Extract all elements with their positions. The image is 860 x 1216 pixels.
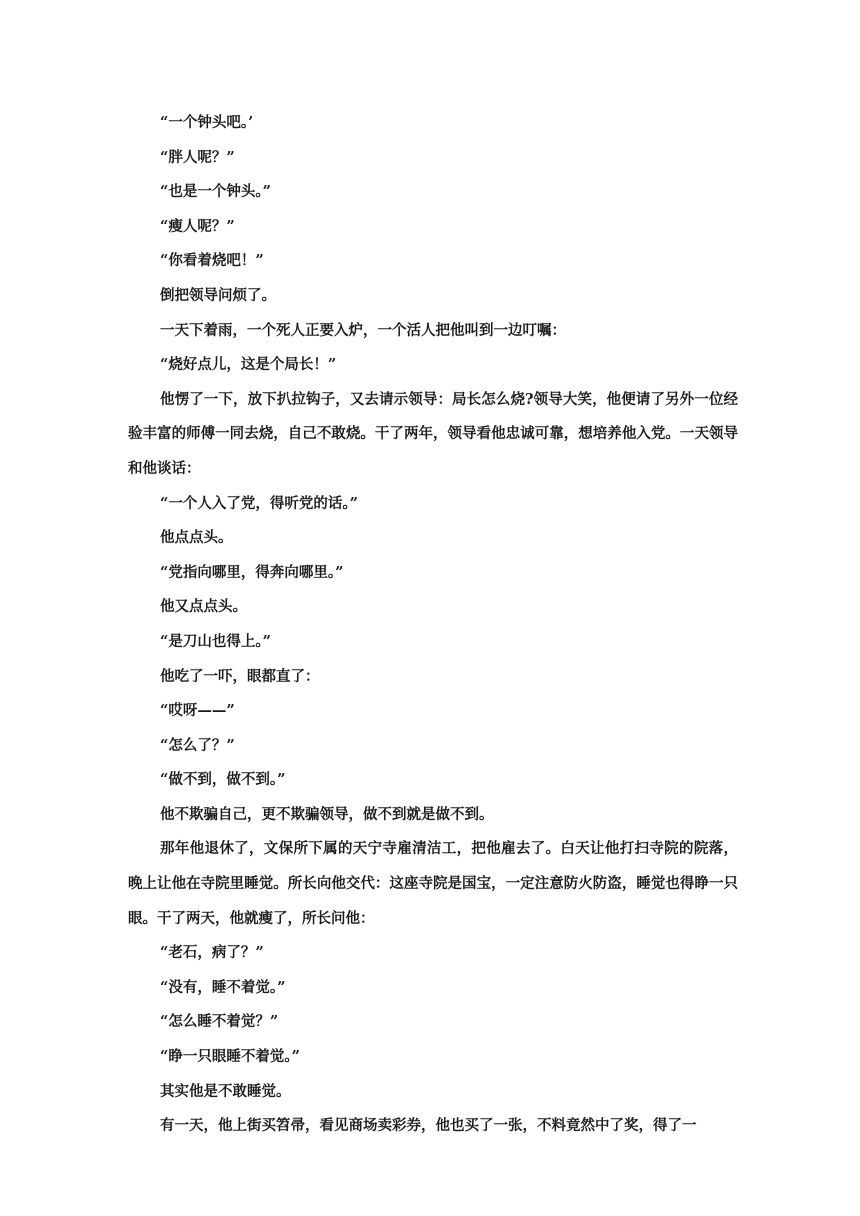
paragraph: 那年他退休了，文保所下属的天宁寺雇清洁工，把他雇去了。白天让他打扫寺院的院落，晚上让他在寺院里睡觉。所长向他交代：这座寺院是国宝，一定注意防火防盗，睡觉也得睁一只眼。干了两天，他就瘦了，所长问他： (128, 840, 738, 927)
paragraph: 他点点头。 (160, 529, 233, 547)
story-text (128, 106, 738, 1144)
paragraph: “烧好点儿，这是个局长！” (160, 356, 337, 374)
paragraph: 一天下着雨，一个死人正要入炉，一个活人把他叫到一边叮嘱： (160, 321, 566, 339)
paragraph: 他又点点头。 (160, 598, 247, 616)
paragraph: “哎呀——” (160, 702, 235, 720)
paragraph: “没有，睡不着觉。” (160, 978, 286, 996)
paragraph: “做不到，做不到。” (160, 771, 286, 789)
paragraph: 他吃了一吓，眼都直了： (160, 667, 320, 685)
paragraph: 倒把领导问烦了。 (160, 286, 276, 304)
paragraph: “睁一只眼睡不着觉。” (160, 1048, 300, 1066)
paragraph: 其实他是不敢睡觉。 (160, 1082, 291, 1100)
paragraph: “一个人入了党，得听党的话。” (160, 494, 358, 512)
paragraph: “怎么睡不着觉？” (160, 1013, 279, 1031)
paragraph: “怎么了？” (160, 736, 235, 754)
paragraph: “也是一个钟头。” (160, 183, 271, 201)
paragraph: “是刀山也得上。” (160, 632, 271, 650)
paragraph: 他不欺骗自己，更不欺骗领导，做不到就是做不到。 (160, 805, 494, 823)
paragraph: “瘦人呢？” (160, 217, 235, 235)
paragraph: “党指向哪里，得奔向哪里。” (160, 563, 344, 581)
paragraph: “老石，病了？” (160, 944, 264, 962)
paragraph: “你看着烧吧！” (160, 252, 264, 270)
paragraph: “一个钟头吧。’ (160, 114, 254, 131)
paragraph: “胖人呢？” (160, 148, 235, 166)
paragraph: 他愣了一下，放下扒拉钩子，又去请示领导：局长怎么烧?领导大笑，他便请了另外一位经验丰富的师傅一同去烧，自己不敢烧。干了两年，领导看他忠诚可靠，想培养他入党。一天领导和他谈话： (128, 390, 738, 477)
paragraph: 有一天，他上街买笤帚，看见商场卖彩券，他也买了一张，不料竟然中了奖，得了一 (160, 1117, 697, 1135)
